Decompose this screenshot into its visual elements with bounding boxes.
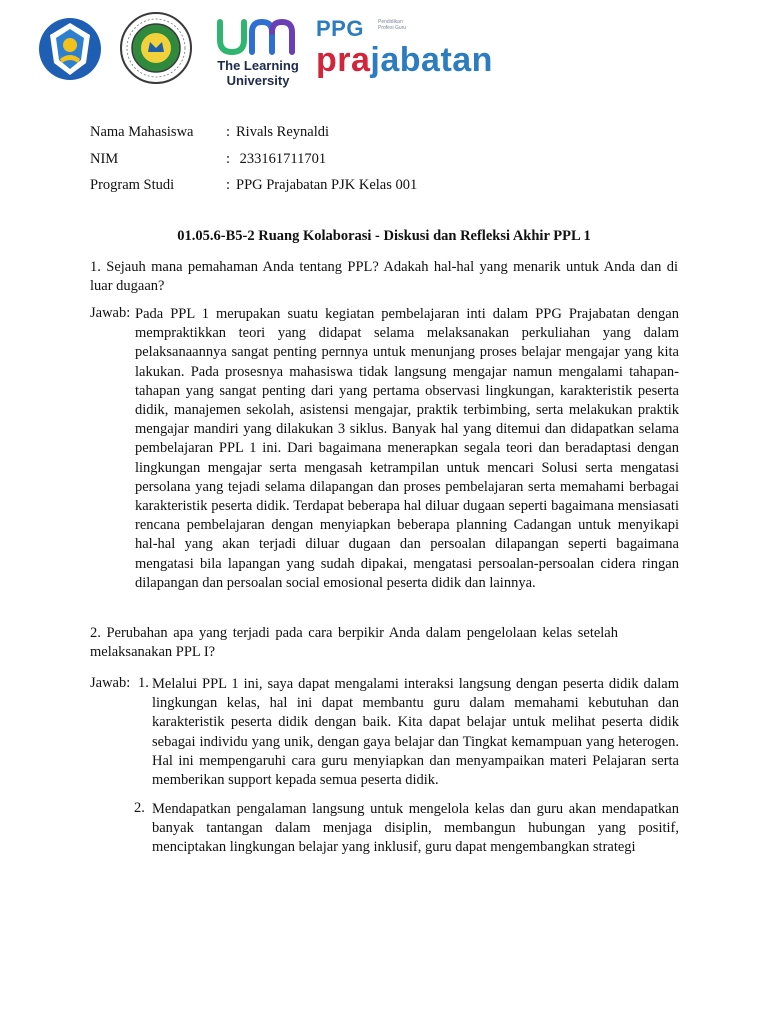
- kemdikbud-logo: [38, 15, 102, 83]
- ppg-label: PPG: [316, 16, 364, 41]
- prodi-value: PPG Prajabatan PJK Kelas 001: [236, 177, 418, 193]
- um-caption-line1: The Learning: [217, 58, 299, 73]
- university-seal-logo: [120, 12, 192, 84]
- separator: :: [226, 124, 231, 140]
- prajabatan-wordmark: [316, 40, 493, 80]
- prajabatan-part-b: jabatan: [370, 41, 493, 79]
- prajabatan-part-a: pra: [316, 41, 371, 79]
- nim-value: 233161711701: [236, 151, 327, 167]
- question-1: 1. Sejauh mana pemahaman Anda tentang PPL? Adakah hal-hal yang menarik untuk Anda dan di luar dugaan?: [90, 259, 678, 295]
- um-mark-icon: [212, 18, 304, 56]
- um-caption-line2: University: [226, 73, 290, 88]
- jawab-label-1: Jawab:: [90, 305, 131, 321]
- um-caption: [212, 58, 304, 88]
- um-logo: [212, 18, 304, 94]
- document-title: 01.05.6-B5-2 Ruang Kolaborasi - Diskusi dan Refleksi Akhir PPL 1: [177, 228, 591, 244]
- ppg-subtitle: Pendidikan Profesi Guru: [378, 19, 407, 31]
- answer-2-item-2-number: 2.: [134, 800, 145, 816]
- answer-2-item-1-number: 1.: [138, 675, 149, 691]
- nim-label: NIM: [90, 151, 119, 167]
- ppg-prajabatan-logo: [316, 16, 493, 86]
- answer-2-item-2: Mendapatkan pengalaman langsung untuk mengelola kelas dan guru akan mendapatkan banyak tantangan dalam menjaga disiplin, membangun hubungan yang positif, menciptakan lingkungan belajar yang inklusif, guru dapat mengembangkan strategi: [152, 801, 679, 856]
- prodi-label: Program Studi: [90, 177, 175, 193]
- jawab-label-2: Jawab:: [90, 675, 131, 691]
- answer-1: Pada PPL 1 merupakan suatu kegiatan pembelajaran inti dalam PPG Prajabatan dengan mempraktikkan teori yang didapat selama melaksanakan perkuliahan yang dalam pelaksanaannya sangat penting pernnya untuk menunjang proses belajar mengajar yang kita lakukan. Pada prosesnya mahasiswa tidak langsung mengajar namun mengalami tahapan-tahapan yang sangat penting dari yang pertama observasi lingkungan, karakteristik peserta didik, manajemen sekolah, asistensi mengajar, praktik terbimbing, serta melakukan praktik mengajar mandiri yang dilakukan 3 siklus. Banyak hal yang ditemui dan didapatkan selama pembelajaran PPL 1 ini. Dari bagaimana menerapkan segala teori dan beradaptasi dengan lingkungan mengajar serta mengasah ketrampilan untuk mencari Solusi serta mengatasi persolana yang tejadi selama dilapangan dan proses pembelajaran serta memahami berbagai karakteristik peserta didik. Terdapat beberapa hal diluar dugaan seperti bagaimana mensiasati rencana pembelajaran dengan menyiapkan beberapa planning Cadangan untuk menyikapi hal-hal yang akan terjadi diluar dugaan dan persoalan dilapangan seperti bagaimana mengatasi bila lapangan yang sudah dipakai, mengatasi persoalan-persoalan cidera ringan dilapangan dan persoalan social emosional peserta didik dan lainnya.: [135, 306, 679, 591]
- name-value: Rivals Reynaldi: [236, 124, 330, 140]
- separator: :: [226, 151, 231, 167]
- name-label: Nama Mahasiswa: [90, 124, 194, 140]
- header-logos: [36, 12, 496, 94]
- answer-2-item-1: Melalui PPL 1 ini, saya dapat mengalami interaksi langsung dengan peserta didik dalam lingkungan kelas, hal ini dapat membantu guru dalam memahami kebutuhan dan karakteristik peserta didik dengan baik. Kita dapat belajar untuk melihat peserta didik sebagai individu yang unik, dengan gaya belajar dan Tingkat kemampuan yang heterogen. Hal ini mempengaruhi cara guru menyiapkan dan menyampaikan materi Pelajaran serta memberikan support kepada semua peserta didik.: [152, 676, 679, 789]
- question-2: 2. Perubahan apa yang terjadi pada cara berpikir Anda dalam pengelolaan kelas setelah melaksanakan PPL I?: [90, 625, 618, 661]
- separator: :: [226, 177, 231, 193]
